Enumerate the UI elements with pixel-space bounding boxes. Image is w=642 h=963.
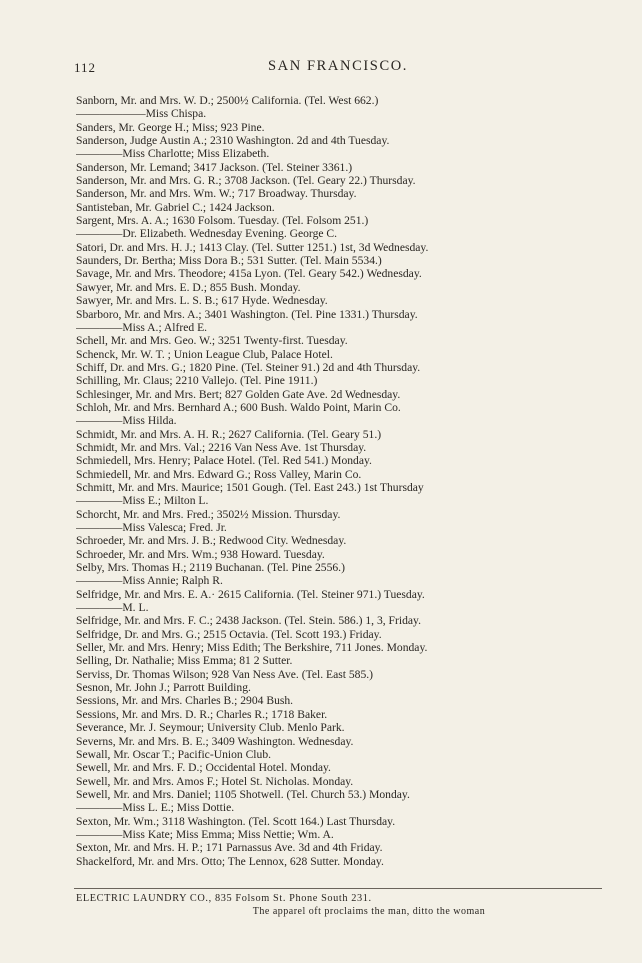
directory-entry: Sessions, Mr. and Mrs. D. R.; Charles R.; 1718 Baker. xyxy=(76,707,328,721)
directory-entry: Schloh, Mr. and Mrs. Bernhard A.; 600 Bush. Waldo Point, Marin Co. xyxy=(76,400,401,414)
directory-entry: Sesnon, Mr. John J.; Parrott Building. xyxy=(76,681,251,695)
directory-entry: ————Miss E.; Milton L. xyxy=(76,494,209,508)
directory-entry: Schell, Mr. and Mrs. Geo. W.; 3251 Twenty-first. Tuesday. xyxy=(76,334,348,348)
directory-entry: Saunders, Dr. Bertha; Miss Dora B.; 531 Sutter. (Tel. Main 5534.) xyxy=(76,254,382,268)
directory-entry: Schlesinger, Mr. and Mrs. Bert; 827 Golden Gate Ave. 2d Wednesday. xyxy=(76,387,401,401)
directory-entry: ————Miss Valesca; Fred. Jr. xyxy=(76,521,227,534)
directory-entry: Sanderson, Mr. and Mrs. Wm. W.; 717 Broadway. Thursday. xyxy=(76,187,357,201)
footer-slogan: The apparel oft proclaims the man, ditto the woman xyxy=(252,906,486,917)
directory-entry: Selfridge, Dr. and Mrs. G.; 2515 Octavia. (Tel. Scott 193.) Friday. xyxy=(76,627,382,641)
directory-entry: ————M. L. xyxy=(76,601,149,615)
page-footer xyxy=(76,892,602,918)
directory-entry: Selfridge, Mr. and Mrs. E. A.· 2615 California. (Tel. Steiner 971.) Tuesday. xyxy=(76,587,425,601)
directory-entry: ————Dr. Elizabeth. Wednesday Evening. George C. xyxy=(76,227,338,241)
directory-entries xyxy=(76,94,604,868)
directory-entry: Schmiedell, Mr. and Mrs. Edward G.; Ross Valley, Marin Co. xyxy=(76,467,362,481)
directory-entry: Sawyer, Mr. and Mrs. E. D.; 855 Bush. Monday. xyxy=(76,280,301,294)
directory-entry: Seller, Mr. and Mrs. Henry; Miss Edith; The Berkshire, 711 Jones. Monday. xyxy=(76,641,428,655)
directory-entry: Santisteban, Mr. Gabriel C.; 1424 Jackson. xyxy=(76,200,275,214)
directory-entry: Sexton, Mr. and Mrs. H. P.; 171 Parnassus Ave. 3d and 4th Friday. xyxy=(76,841,383,855)
footer-advertisement: ELECTRIC LAUNDRY CO., 835 Folsom St. Phone South 231. xyxy=(76,893,372,904)
directory-entry: ————Miss L. E.; Miss Dottie. xyxy=(76,801,235,815)
directory-entry: Sargent, Mrs. A. A.; 1630 Folsom. Tuesday. (Tel. Folsom 251.) xyxy=(76,214,369,228)
directory-entry: Schorcht, Mr. and Mrs. Fred.; 3502½ Mission. Thursday. xyxy=(76,507,341,521)
directory-entry: Schmitt, Mr. and Mrs. Maurice; 1501 Gough. (Tel. East 243.) 1st Thursday xyxy=(76,480,424,494)
directory-entry: Sanders, Mr. George H.; Miss; 923 Pine. xyxy=(76,120,265,134)
running-head: SAN FRANCISCO. xyxy=(267,58,409,74)
directory-entry: Schenck, Mr. W. T. ; Union League Club, Palace Hotel. xyxy=(76,347,333,361)
directory-entry: Sanborn, Mr. and Mrs. W. D.; 2500½ California. (Tel. West 662.) xyxy=(76,94,379,107)
directory-entry: Serviss, Dr. Thomas Wilson; 928 Van Ness Ave. (Tel. East 585.) xyxy=(76,667,374,681)
directory-entry: Selby, Mrs. Thomas H.; 2119 Buchanan. (Tel. Pine 2556.) xyxy=(76,561,345,575)
directory-entry: Satori, Dr. and Mrs. H. J.; 1413 Clay. (Tel. Sutter 1251.) 1st, 3d Wednesday. xyxy=(76,240,429,254)
directory-entry: Sanderson, Mr. and Mrs. G. R.; 3708 Jackson. (Tel. Geary 22.) Thursday. xyxy=(76,174,416,188)
directory-entry: ——————Miss Chispa. xyxy=(76,107,207,121)
directory-entry: ————Miss Charlotte; Miss Elizabeth. xyxy=(76,147,270,161)
directory-entry: Schmidt, Mr. and Mrs. A. H. R.; 2627 California. (Tel. Geary 51.) xyxy=(76,427,382,441)
directory-entry: Shackelford, Mr. and Mrs. Otto; The Lennox, 628 Sutter. Monday. xyxy=(76,854,384,868)
directory-entry: ————Miss Kate; Miss Emma; Miss Nettie; Wm. A. xyxy=(76,827,334,841)
directory-entry: Selling, Dr. Nathalie; Miss Emma; 81 2 Sutter. xyxy=(76,654,293,668)
page-header xyxy=(74,56,602,80)
directory-entry: Selfridge, Mr. and Mrs. F. C.; 2438 Jackson. (Tel. Stein. 586.) 1, 3, Friday. xyxy=(76,614,421,628)
directory-entry: Severance, Mr. J. Seymour; University Club. Menlo Park. xyxy=(76,721,345,735)
directory-entry: Sewell, Mr. and Mrs. F. D.; Occidental Hotel. Monday. xyxy=(76,761,331,775)
directory-entry: Sbarboro, Mr. and Mrs. A.; 3401 Washington. (Tel. Pine 1331.) Thursday. xyxy=(76,307,418,321)
page-number: 112 xyxy=(74,60,97,75)
directory-entry: Schilling, Mr. Claus; 2210 Vallejo. (Tel. Pine 1911.) xyxy=(76,374,318,388)
directory-entry: Schroeder, Mr. and Mrs. J. B.; Redwood City. Wednesday. xyxy=(76,534,347,548)
directory-entry: Schmidt, Mr. and Mrs. Val.; 2216 Van Ness Ave. 1st Thursday. xyxy=(76,440,367,454)
directory-entry: Sanderson, Judge Austin A.; 2310 Washington. 2d and 4th Tuesday. xyxy=(76,134,390,148)
directory-entry: Sewell, Mr. and Mrs. Amos F.; Hotel St. Nicholas. Monday. xyxy=(76,774,354,788)
directory-entry: Sexton, Mr. Wm.; 3118 Washington. (Tel. Scott 164.) Last Thursday. xyxy=(76,814,396,828)
directory-entry: Sessions, Mr. and Mrs. Charles B.; 2904 Bush. xyxy=(76,694,294,708)
directory-entry: Schiff, Dr. and Mrs. G.; 1820 Pine. (Tel. Steiner 91.) 2d and 4th Thursday. xyxy=(76,360,421,374)
directory-entry: ————Miss A.; Alfred E. xyxy=(76,320,208,334)
directory-entry: ————Miss Hilda. xyxy=(76,414,177,428)
directory-entry: ————Miss Annie; Ralph R. xyxy=(76,574,223,588)
directory-entry: Sanderson, Mr. Lemand; 3417 Jackson. (Tel. Steiner 3361.) xyxy=(76,160,353,174)
directory-entry: Schroeder, Mr. and Mrs. Wm.; 938 Howard. Tuesday. xyxy=(76,547,325,561)
directory-entry: Sawyer, Mr. and Mrs. L. S. B.; 617 Hyde. Wednesday. xyxy=(76,294,328,308)
directory-entry: Savage, Mr. and Mrs. Theodore; 415a Lyon. (Tel. Geary 542.) Wednesday. xyxy=(76,267,422,281)
directory-entry: Sewell, Mr. and Mrs. Daniel; 1105 Shotwell. (Tel. Church 53.) Monday. xyxy=(76,787,410,801)
directory-entry: Sewall, Mr. Oscar T.; Pacific-Union Club. xyxy=(76,747,272,761)
footer-rule xyxy=(74,888,602,889)
directory-entry: Schmiedell, Mrs. Henry; Palace Hotel. (Tel. Red 541.) Monday. xyxy=(76,454,372,468)
directory-entry: Severns, Mr. and Mrs. B. E.; 3409 Washington. Wednesday. xyxy=(76,734,354,748)
